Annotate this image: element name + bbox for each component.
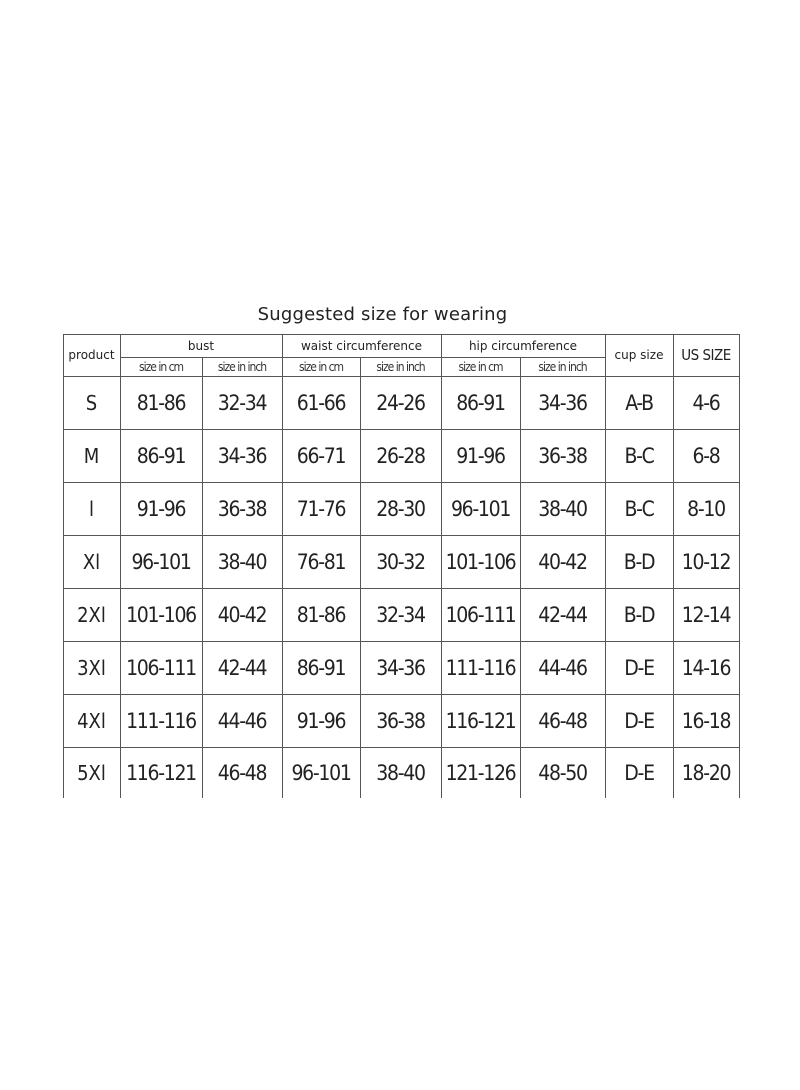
hip-cm-cell: 101-106 [445, 549, 516, 574]
bust-cm-cell: 101-106 [126, 602, 196, 627]
bust-cm-cell: 106-111 [126, 655, 196, 680]
bust-inch-cell: 36-38 [217, 496, 267, 521]
column-divider [202, 334, 203, 798]
header-waist: waist circumference [300, 338, 422, 353]
bust-cm-cell: 81-86 [136, 390, 186, 415]
cup-size-cell: A-B [625, 390, 653, 415]
waist-inch-cell: 32-34 [376, 602, 425, 627]
waist-inch-cell: 26-28 [376, 443, 425, 468]
waist-inch-cell: 34-36 [376, 655, 425, 680]
subheader-size-in-cm: size in cm [458, 359, 503, 374]
column-divider [282, 334, 283, 798]
product-cell: 4Xl [77, 708, 106, 733]
header-bottom-border [63, 376, 740, 377]
row-divider [63, 694, 740, 695]
waist-inch-cell: 36-38 [376, 708, 425, 733]
hip-cm-cell: 121-126 [445, 760, 516, 785]
us-size-cell: 14-16 [681, 655, 731, 680]
bust-cm-cell: 96-101 [131, 549, 191, 574]
waist-cm-cell: 76-81 [296, 549, 346, 574]
us-size-cell: 16-18 [681, 708, 731, 733]
row-divider [63, 429, 740, 430]
product-cell: 2Xl [77, 602, 106, 627]
subheader-size-in-inch: size in inch [538, 359, 587, 374]
waist-cm-cell: 91-96 [296, 708, 346, 733]
subheader-size-in-cm: size in cm [298, 359, 344, 374]
cup-size-cell: D-E [624, 760, 654, 785]
bust-inch-cell: 40-42 [217, 602, 267, 627]
column-divider [441, 334, 442, 798]
hip-inch-cell: 36-38 [538, 443, 587, 468]
column-divider [520, 334, 521, 798]
cup-size-cell: D-E [624, 708, 654, 733]
us-size-cell: 12-14 [681, 602, 731, 627]
bust-inch-cell: 42-44 [217, 655, 267, 680]
row-divider [63, 588, 740, 589]
hip-cm-cell: 111-116 [445, 655, 516, 680]
waist-inch-cell: 30-32 [376, 549, 425, 574]
row-divider [63, 747, 740, 748]
waist-cm-cell: 66-71 [296, 443, 346, 468]
us-size-cell: 6-8 [692, 443, 720, 468]
hip-cm-cell: 86-91 [456, 390, 505, 415]
bust-inch-cell: 46-48 [217, 760, 267, 785]
cup-size-cell: B-C [624, 496, 654, 521]
column-divider [739, 334, 740, 798]
product-cell: 5Xl [77, 760, 106, 785]
bust-inch-cell: 34-36 [217, 443, 267, 468]
hip-cm-cell: 116-121 [445, 708, 516, 733]
product-cell: Xl [82, 549, 101, 574]
waist-cm-cell: 71-76 [296, 496, 346, 521]
column-divider [120, 334, 121, 798]
hip-cm-cell: 106-111 [445, 602, 516, 627]
cup-size-cell: D-E [624, 655, 654, 680]
bust-cm-cell: 111-116 [126, 708, 196, 733]
hip-inch-cell: 46-48 [538, 708, 587, 733]
us-size-cell: 18-20 [681, 760, 731, 785]
page-title: Suggested size for wearing [257, 304, 508, 325]
hip-inch-cell: 48-50 [538, 760, 587, 785]
waist-cm-cell: 81-86 [296, 602, 346, 627]
cup-size-cell: B-C [624, 443, 654, 468]
row-divider [63, 482, 740, 483]
hip-inch-cell: 34-36 [538, 390, 587, 415]
us-size-cell: 8-10 [687, 496, 725, 521]
column-divider [673, 334, 674, 798]
column-divider [63, 334, 64, 798]
waist-inch-cell: 24-26 [376, 390, 425, 415]
hip-inch-cell: 42-44 [538, 602, 587, 627]
hip-inch-cell: 44-46 [538, 655, 587, 680]
us-size-cell: 10-12 [681, 549, 731, 574]
header-us-size: US SIZE [681, 346, 731, 364]
header-divider [120, 357, 605, 358]
bust-cm-cell: 86-91 [136, 443, 186, 468]
bust-inch-cell: 32-34 [217, 390, 267, 415]
product-cell: M [83, 443, 100, 468]
subheader-size-in-inch: size in inch [217, 359, 267, 374]
subheader-size-in-cm: size in cm [138, 359, 184, 374]
row-divider [63, 641, 740, 642]
hip-cm-cell: 96-101 [450, 496, 511, 521]
us-size-cell: 4-6 [692, 390, 720, 415]
waist-inch-cell: 28-30 [376, 496, 425, 521]
cup-size-cell: B-D [623, 549, 655, 574]
hip-cm-cell: 91-96 [456, 443, 505, 468]
waist-cm-cell: 61-66 [296, 390, 346, 415]
bust-cm-cell: 91-96 [136, 496, 186, 521]
product-cell: S [85, 390, 98, 415]
hip-inch-cell: 40-42 [538, 549, 587, 574]
product-cell: l [89, 496, 94, 521]
header-cup: cup size [614, 348, 664, 362]
bust-inch-cell: 38-40 [217, 549, 267, 574]
bust-cm-cell: 116-121 [126, 760, 196, 785]
row-divider [63, 535, 740, 536]
column-divider [605, 334, 606, 798]
column-divider [360, 334, 361, 798]
waist-inch-cell: 38-40 [376, 760, 425, 785]
header-hip: hip circumference [468, 338, 578, 353]
waist-cm-cell: 86-91 [296, 655, 346, 680]
product-cell: 3Xl [77, 655, 106, 680]
header-bust: bust [187, 338, 215, 353]
waist-cm-cell: 96-101 [291, 760, 351, 785]
subheader-size-in-inch: size in inch [376, 359, 425, 374]
header-product: product [68, 348, 115, 362]
cup-size-cell: B-D [623, 602, 655, 627]
bust-inch-cell: 44-46 [217, 708, 267, 733]
hip-inch-cell: 38-40 [538, 496, 587, 521]
